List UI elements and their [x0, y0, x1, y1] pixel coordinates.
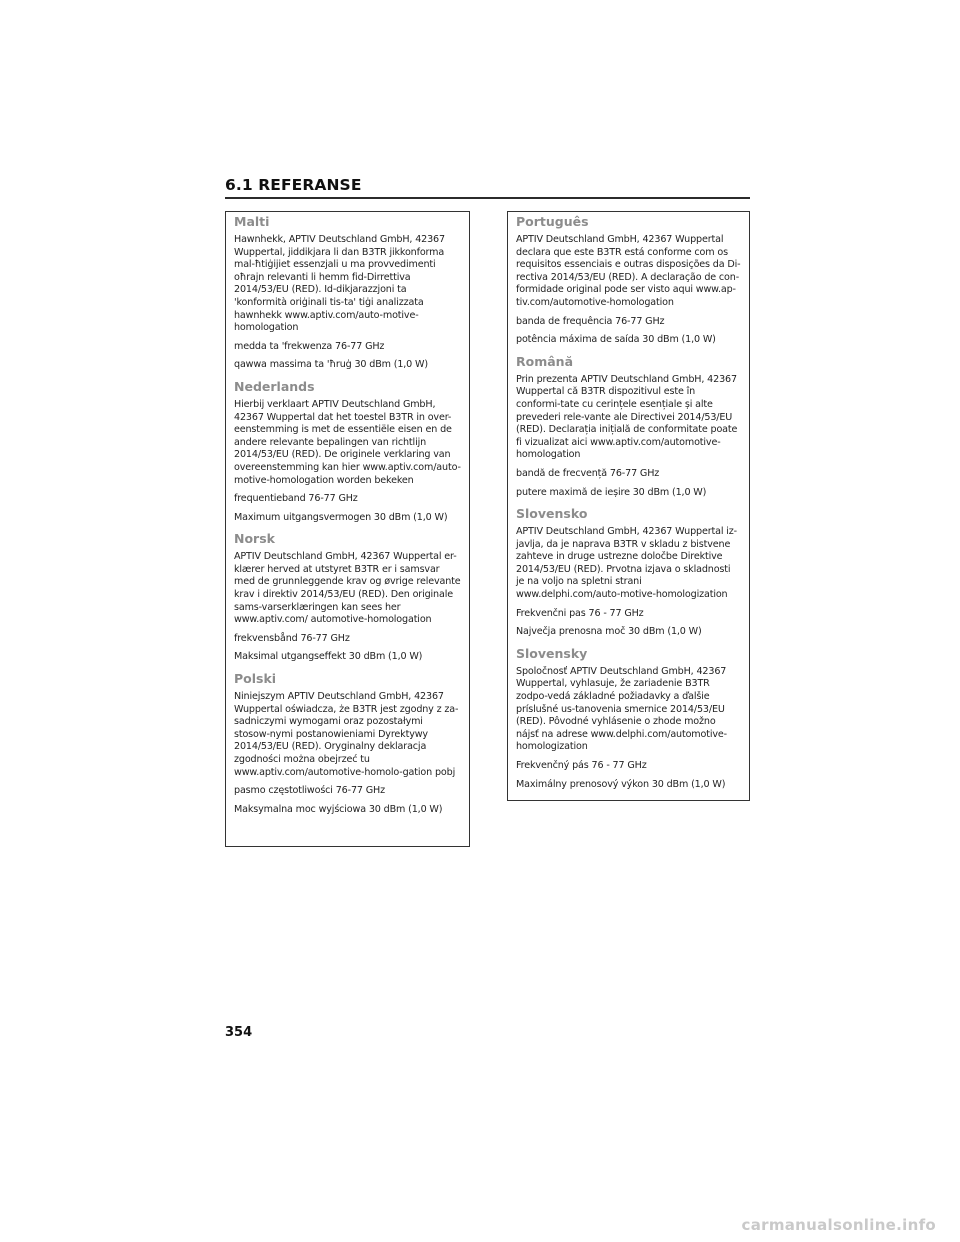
lang-power: putere maximă de ieșire 30 dBm (1,0 W) — [516, 486, 707, 498]
section-title: 6.1 REFERANSE — [225, 176, 362, 194]
lang-frequency: frekvensbånd 76-77 GHz — [234, 632, 350, 644]
lang-heading: Nederlands — [234, 378, 315, 394]
lang-body: Hawnhekk, APTIV Deutschland GmbH, 42367 Wuppertal, jiddikjara li dan B3TR jikkonforma mal-ħtiġijiet essenzjali u ma provvedimenti oħrajn relevanti li hemm fid-Dirrettiva 2014/53/EU (RED). Id-dikjarazzjoni ta 'konformità oriġinali tis-ta' tiġi analizzata hawnhekk www.aptiv.com/auto-motive-homologation — [234, 234, 445, 334]
lang-frequency: bandă de frecvență 76-77 GHz — [516, 467, 660, 479]
lang-power: Največja prenosna moč 30 dBm (1,0 W) — [516, 626, 702, 638]
lang-frequency: banda de frequência 76-77 GHz — [516, 315, 665, 327]
section-header — [225, 176, 750, 199]
lang-block-slovensko — [516, 506, 741, 639]
lang-block-portugues — [516, 214, 741, 347]
lang-frequency: Frekvenčný pás 76 - 77 GHz — [516, 760, 647, 771]
lang-block-nederlands — [234, 379, 461, 524]
lang-body: Niniejszym APTIV Deutschland GmbH, 42367 Wuppertal oświadcza, że B3TR jest zgodny z za-sadniczymi wymogami oraz pozostałymi stosow-nymi postanowieniami Dyrektywy 2014/53/EU (RED). Oryginalny deklaracja zgodności można obejrzeć tu www.aptiv.com/automotive-homolo-gation pobj — [234, 691, 459, 778]
lang-power: Maximum uitgangsvermogen 30 dBm (1,0 W) — [234, 511, 448, 523]
lang-heading: Malti — [234, 214, 270, 229]
lang-body: APTIV Deutschland GmbH, 42367 Wuppertal er-klærer herved at utstyret B3TR er i samsvar med de grunnleggende krav og øvrige relevante krav i direktiv 2014/53/EU (RED). Den originale sams-varserklæringen kan sees her www.aptiv.com/ automotive-homologation — [234, 551, 461, 626]
lang-power: Maximálny prenosový výkon 30 dBm (1,0 W) — [516, 778, 726, 790]
lang-body: Hierbij verklaart APTIV Deutschland GmbH, 42367 Wuppertal dat het toestel B3TR in over-eenstemming is met de essentiële eisen en de andere relevante bepalingen van richtlijn 2014/53/EU (RED). De originele verklaring van overeenstemming kan hier www.aptiv.com/auto-motive-homologation worden bekeken — [234, 398, 461, 486]
lang-body: APTIV Deutschland GmbH, 42367 Wuppertal declara que este B3TR está conforme com os requisitos essenciais e outras disposições da Di-rectiva 2014/53/EU (RED). A declaração de con-formidade original pode ser visto aqui www.ap-tiv.com/automotive-homologation — [516, 234, 741, 308]
lang-block-slovensky — [516, 646, 741, 791]
lang-body: Prin prezenta APTIV Deutschland GmbH, 42367 Wuppertal că B3TR dispozitivul este în conformi-tate cu cerințele esențiale și alte prevederi rele-vante ale Directivei 2014/53/EU (RED). Declarația inițială de conformitate poate fi vizualizat aici www.aptiv.com/automotive-homologation — [516, 373, 738, 461]
watermark-text: carmanualsonline.info — [741, 1216, 936, 1234]
lang-heading: Slovensky — [516, 645, 588, 661]
lang-heading: Slovensko — [516, 506, 588, 522]
lang-heading: Norsk — [234, 531, 275, 547]
lang-frequency: Frekvenčni pas 76 - 77 GHz — [516, 607, 644, 619]
left-column-box — [225, 211, 470, 847]
lang-heading: Português — [516, 214, 589, 229]
lang-block-norsk — [234, 531, 461, 664]
lang-frequency: frequentieband 76-77 GHz — [234, 493, 358, 505]
lang-power: Maksimal utgangseffekt 30 dBm (1,0 W) — [234, 651, 423, 663]
lang-power: potência máxima de saída 30 dBm (1,0 W) — [516, 334, 716, 346]
lang-heading: Polski — [234, 671, 277, 687]
lang-power: qawwa massima ta 'ħruġ 30 dBm (1,0 W) — [234, 359, 428, 371]
lang-block-malti — [234, 214, 461, 372]
lang-block-polski — [234, 671, 461, 816]
lang-body: APTIV Deutschland GmbH, 42367 Wuppertal iz-javlja, da je naprava B3TR v skladu z bistvene zahteve in druge ustrezne določbe Direktive 2014/53/EU (RED). Prvotna izjava o skladnosti je na voljo na spletni strani www.delphi.com/auto-motive-homologization — [516, 526, 737, 601]
right-column-box — [507, 211, 750, 801]
lang-frequency: medda ta 'frekwenza 76-77 GHz — [234, 340, 385, 352]
lang-body: Spoločnosť APTIV Deutschland GmbH, 42367 Wuppertal, vyhlasuje, že zariadenie B3TR zodpo-vedá základné požiadavky a ďalšie príslušné us-tanovenia smernice 2014/53/EU (RED). Pôvodné vyhlásenie o zhode možno nájsť na adrese www.delphi.com/automotive-homologization — [516, 665, 727, 753]
lang-block-romana — [516, 354, 741, 499]
lang-heading: Română — [516, 353, 574, 369]
lang-frequency: pasmo częstotliwości 76-77 GHz — [234, 785, 385, 797]
lang-power: Maksymalna moc wyjściowa 30 dBm (1,0 W) — [234, 803, 443, 815]
page-number: 354 — [225, 1025, 253, 1040]
